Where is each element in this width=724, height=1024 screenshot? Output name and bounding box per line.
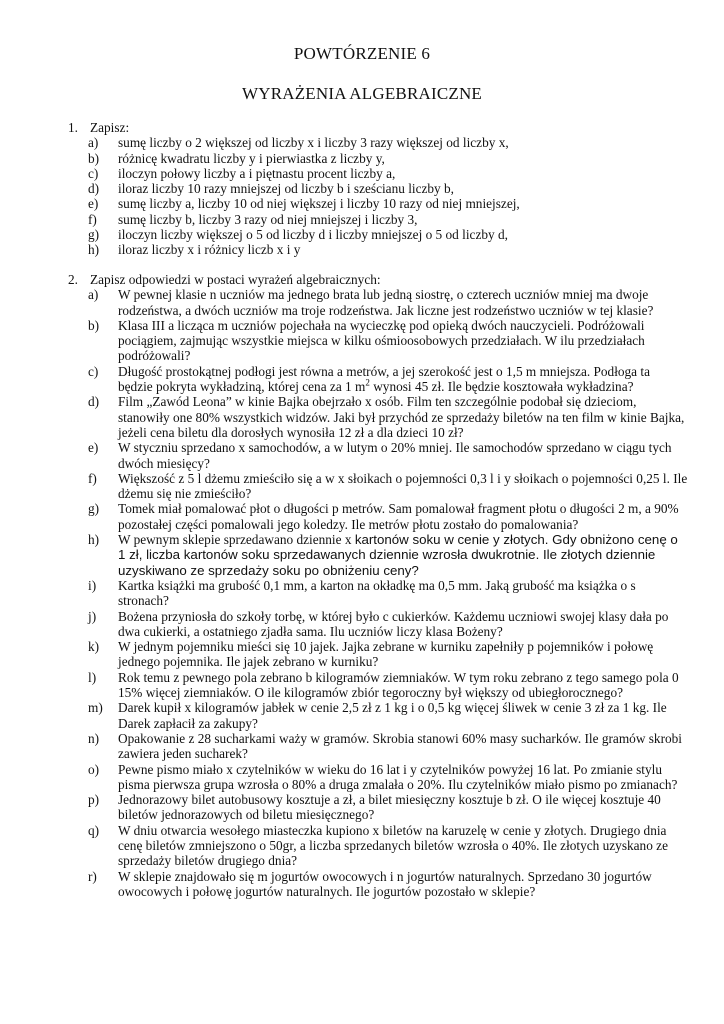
list-item: [88, 471, 688, 502]
item-text: Kartka książki ma grubość 0,1 mm, a karton na okładkę ma 0,5 mm. Jaką grubość ma książka o s stronach?: [118, 577, 636, 609]
item-text: iloczyn połowy liczby a i piętnastu procent liczby a,: [118, 165, 396, 181]
item-label: h): [88, 532, 100, 548]
list-item: [88, 196, 688, 211]
item-text: W styczniu sprzedano x samochodów, a w lutym o 20% mniej. Ile samochodów sprzedano w ciągu tych dwóch miesięcy?: [118, 440, 672, 471]
exercise-2: [68, 272, 688, 899]
list-item: [88, 578, 688, 609]
list-item: [88, 532, 688, 578]
item-text: różnicę kwadratu liczby y i pierwiastka z liczby y,: [118, 150, 385, 166]
item-label: q): [88, 822, 100, 838]
item-label: r): [88, 868, 97, 884]
item-label: a): [88, 287, 99, 303]
item-label: p): [88, 792, 100, 808]
item-label: f): [88, 211, 97, 227]
page-title: POWTÓRZENIE 6: [293, 44, 431, 63]
list-item: [88, 227, 688, 242]
item-label: f): [88, 470, 97, 486]
list-item: [88, 639, 688, 670]
list-item: [88, 731, 688, 762]
item-label: i): [88, 577, 97, 593]
list-item: [88, 501, 688, 532]
item-label: a): [88, 135, 99, 151]
item-text: W sklepie znajdowało się m jogurtów owocowych i n jogurtów naturalnych. Sprzedano 30 jogurtów owocowych i połowę jogurtów naturalnych. Ile jogurtów pozostało w sklepie?: [118, 868, 652, 899]
item-label: g): [88, 227, 100, 243]
item-text: Rok temu z pewnego pola zebrano b kilogramów ziemniaków. W tym roku zebrano z tego samego pola 0 15% więcej ziemniaków. O ile kilogramów zbiór tegoroczny był większy od ubiegłorocznego?: [118, 669, 679, 701]
item-label: o): [88, 761, 100, 777]
list-item: [88, 135, 688, 150]
item-label: c): [88, 363, 99, 379]
item-label: n): [88, 730, 100, 746]
list-item: [88, 181, 688, 196]
list-item: [88, 242, 688, 257]
item-text: Większość z 5 l dżemu zmieściło się a w x słoikach o pojemności 0,3 l i y słoikach o pojemności 0,25 l. Ile dżemu się nie zmieściło?: [118, 470, 688, 502]
list-item: [88, 151, 688, 166]
item-text: [118, 532, 688, 578]
list-item: [88, 700, 688, 731]
list-item: [88, 792, 688, 823]
item-text: Tomek miał pomalować płot o długości p metrów. Sam pomalował fragment płotu o długości 2 m, a 90% pozostałej części pomalowali jego koledzy. Ile metrów płotu zostało do pomalowania?: [118, 501, 679, 532]
exercise-number: 1.: [68, 120, 78, 135]
list-item: [88, 166, 688, 181]
item-text: Film „Zawód Leona” w kinie Bajka obejrzało x osób. Film ten szczególnie podobał się dzieciom, stanowiły one 80% wszystkich widzów. Jaki był przychód ze sprzedaży biletów na ten film w kinie Bajka, jeżeli cena biletu dla dorosłych wynosiła 12 zł a dla dzieci 10 zł?: [118, 394, 685, 440]
item-label: d): [88, 394, 100, 410]
item-label: m): [88, 700, 103, 716]
item-text-part: Długość prostokątnej podłogi jest równa a metrów, a jej szerokość jest o 1,5 m mniejsza. Podłoga ta będzie pokryta wykładziną, której cena za 1 m: [118, 363, 651, 395]
list-item: [88, 762, 688, 793]
item-label: j): [88, 608, 97, 624]
item-text: W jednym pojemniku mieści się 10 jajek. Jajka zebrane w kurniku zapełniły p pojemników i połowę jednego pojemnika. Ile jajek zebrano w kurniku?: [118, 639, 654, 670]
item-text: Pewne pismo miało x czytelników w wieku do 16 lat i y czytelników powyżej 16 lat. Po zmianie stylu pisma pierwsza grupa wzrosła o 80% a druga zmalała o 20%. Ilu czytelników miało pismo po zmianach?: [118, 761, 678, 792]
list-item: [88, 823, 688, 869]
list-item: [88, 212, 688, 227]
exercise-number: 2.: [68, 272, 78, 287]
item-text: Bożena przyniosła do szkoły torbę, w której było c cukierków. Każdemu uczniowi swojej klasy dała po dwa cukierki, a ostatniego zjadła sama. Ilu uczniów liczy klasa Bożeny?: [118, 608, 669, 639]
superscript: 2: [365, 377, 370, 388]
list-item: [88, 670, 688, 701]
exercise-heading: Zapisz odpowiedzi w postaci wyrażeń algebraicznych:: [90, 272, 381, 287]
item-text: W dniu otwarcia wesołego miasteczka kupiono x biletów na karuzelę w cenie y złotych. Drugiego dnia cenę biletów zmniejszono o 50gr, a liczba sprzedanych biletów wzrosła o 40%. Ile złotych uzyskano ze sprzedaży biletów drugiego dnia?: [118, 822, 668, 869]
item-text: sumę liczby a, liczby 10 od niej większej i liczby 10 razy od niej mniejszej,: [118, 196, 520, 212]
item-label: b): [88, 150, 100, 166]
list-item: [88, 440, 688, 471]
page-subtitle: WYRAŻENIA ALGEBRAICZNE: [241, 84, 483, 103]
item-text: iloraz liczby 10 razy mniejszej od liczby b i sześcianu liczby b,: [118, 181, 454, 197]
item-text-part: W pewnym sklepie sprzedawano dziennie x: [118, 532, 355, 548]
item-text: Jednorazowy bilet autobusowy kosztuje a zł, a bilet miesięczny kosztuje b zł. O ile więcej kosztuje 40 biletów jednorazowych od biletu miesięcznego?: [118, 792, 661, 823]
exercise-1: [68, 120, 688, 258]
list-item: [88, 364, 688, 395]
list-item: [88, 318, 688, 364]
item-label: k): [88, 639, 100, 655]
item-text: iloraz liczby x i różnicy liczb x i y: [118, 242, 301, 258]
item-label: c): [88, 165, 99, 181]
list-item: [88, 869, 688, 900]
item-text: W pewnej klasie n uczniów ma jednego brata lub jedną siostrę, o czterech uczniów mniej ma dwoje rodzeństwa, a dwóch uczniów ma troje rodzeństwa. Jak liczne jest rodzeństwo uczniów w tej klasie?: [118, 287, 654, 318]
list-item: [88, 287, 688, 318]
item-text: sumę liczby o 2 większej od liczby x i liczby 3 razy większej od liczby x,: [118, 135, 509, 151]
item-text: [118, 364, 688, 395]
item-label: e): [88, 440, 99, 456]
item-label: g): [88, 501, 100, 517]
item-label: d): [88, 181, 100, 197]
item-text-part: wynosi 45 zł. Ile będzie kosztowała wykładzina?: [369, 379, 634, 395]
item-text: Darek kupił x kilogramów jabłek w cenie 2,5 zł z 1 kg i o 0,5 kg więcej śliwek w cenie 3 zł za 1 kg. Ile Darek zapłacił za zakupy?: [118, 700, 667, 731]
exercise-heading: Zapisz:: [90, 120, 130, 135]
item-label: l): [88, 669, 97, 685]
item-label: h): [88, 242, 100, 258]
item-text: Opakowanie z 28 sucharkami waży w gramów. Skrobia stanowi 60% masy sucharków. Ile gramów skrobi zawiera jeden sucharek?: [118, 730, 682, 762]
item-label: b): [88, 317, 100, 333]
list-item: [88, 394, 688, 440]
item-label: e): [88, 196, 99, 212]
item-text-part: kartonów soku w cenie y złotych. Gdy obniżono cenę o 1 zł, liczba kartonów soku sprzedawanych dziennie wzrosła dwukrotnie. Ile złotych dziennie uzyskiwano ze sprzedaży soku po obniżeniu ceny?: [118, 532, 678, 578]
item-text: sumę liczby b, liczby 3 razy od niej mniejszej i liczby 3,: [118, 211, 418, 227]
list-item: [88, 609, 688, 640]
item-text: iloczyn liczby większej o 5 od liczby d i liczby mniejszej o 5 od liczby d,: [118, 227, 508, 243]
item-text: Klasa III a licząca m uczniów pojechała na wycieczkę pod opieką dwóch nauczycieli. Podróżowali pociągiem, zajmując wszystkie miejsca w kilku ośmioosobowych przedziałach. W ilu przedziałach podróżowali?: [118, 317, 645, 364]
